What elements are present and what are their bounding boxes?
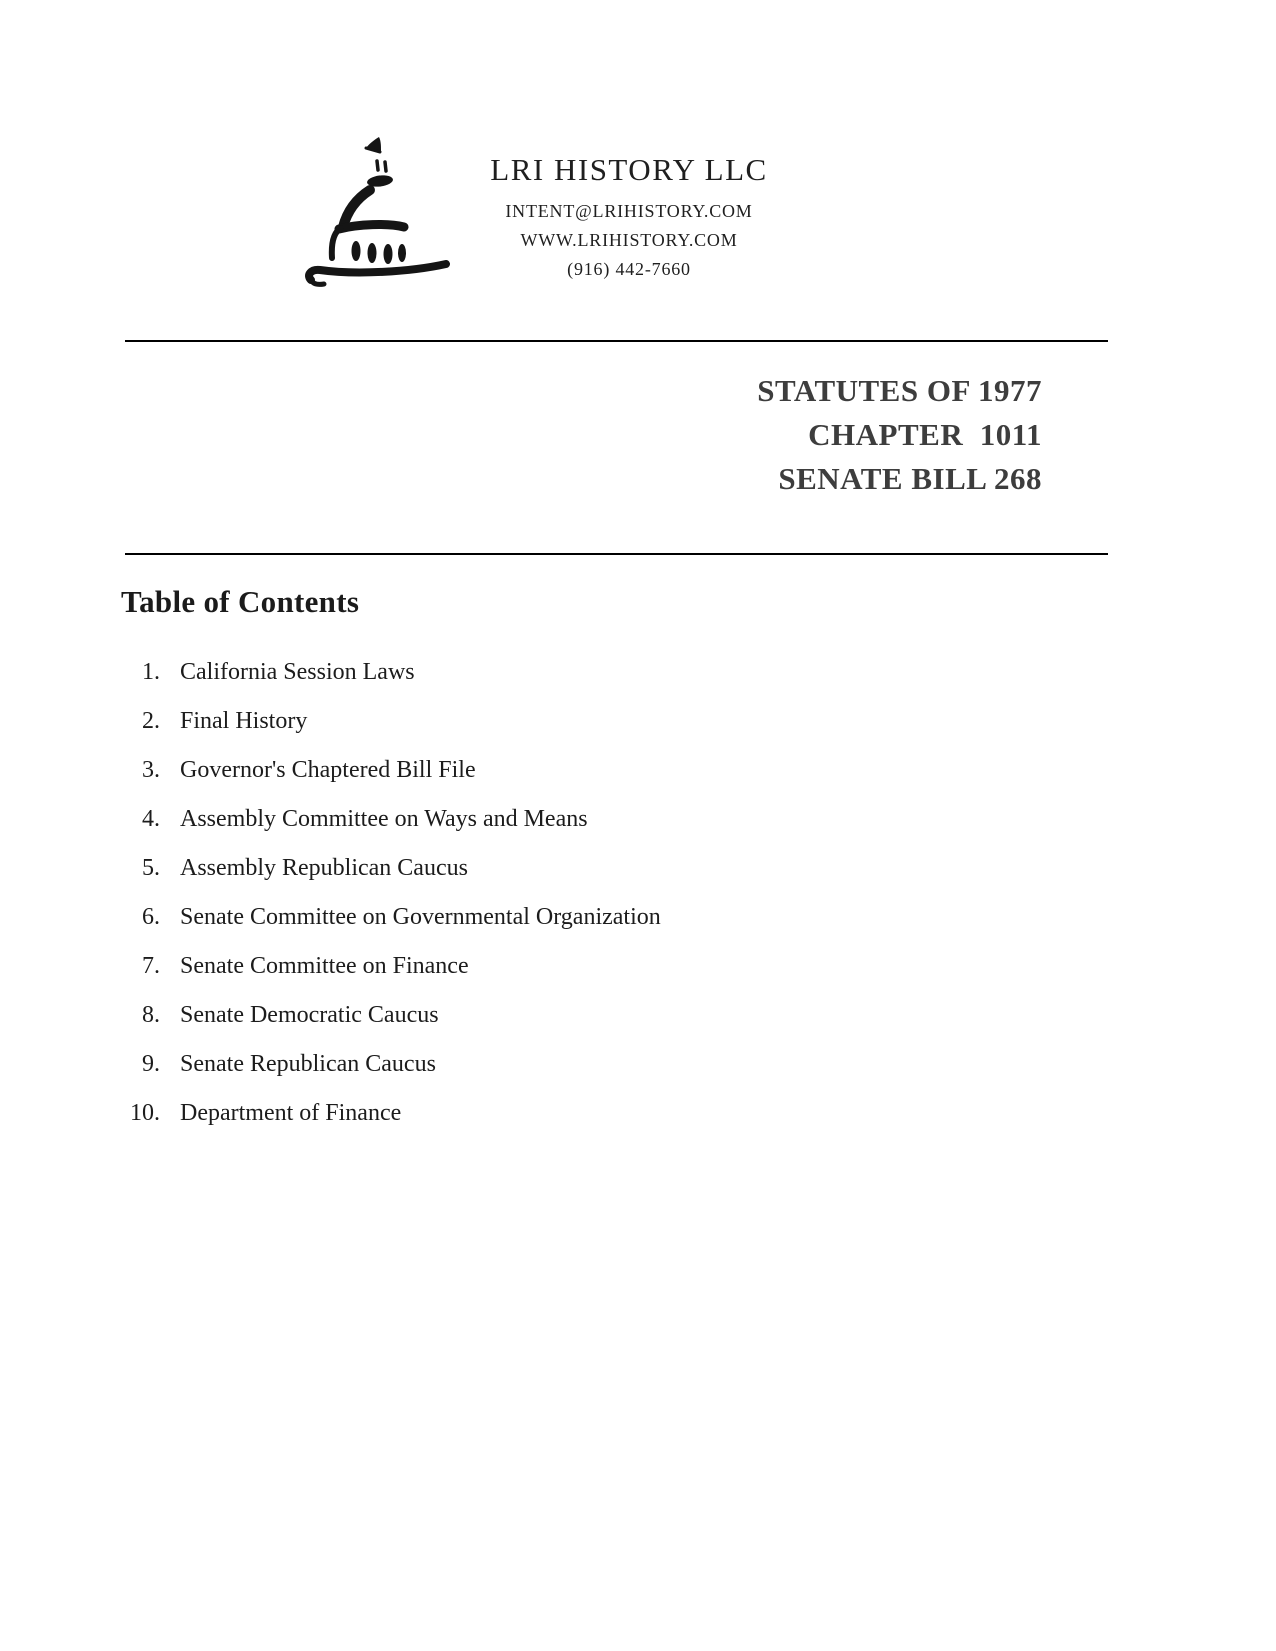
toc-item-label: Senate Democratic Caucus — [180, 1002, 439, 1028]
toc-item-label: Senate Republican Caucus — [180, 1051, 436, 1077]
company-name: LRI HISTORY LLC — [490, 152, 768, 187]
toc-item-label: California Session Laws — [180, 659, 415, 685]
toc-heading: Table of Contents — [121, 584, 360, 619]
toc-item — [0, 1089, 1150, 1138]
toc-item-label: Senate Committee on Governmental Organization — [180, 904, 661, 930]
company-website: WWW.LRIHISTORY.COM — [520, 230, 738, 250]
toc-item-number: 9. — [142, 1051, 160, 1077]
toc-item-number: 8. — [142, 1002, 160, 1028]
capitol-dome-logo-icon — [300, 128, 458, 294]
toc-item — [0, 893, 1150, 942]
toc-item-number: 1. — [142, 659, 160, 685]
toc-item — [0, 1040, 1150, 1089]
horizontal-rule-bottom — [125, 553, 1108, 555]
toc-item — [0, 942, 1150, 991]
toc-item — [0, 746, 1150, 795]
letterhead — [448, 150, 810, 284]
senate-bill-line: SENATE BILL 268 — [778, 461, 1042, 496]
horizontal-rule-top — [125, 340, 1108, 342]
toc-item — [0, 648, 1150, 697]
toc-item-number: 3. — [142, 757, 160, 783]
toc-item-number: 2. — [142, 708, 160, 734]
toc-item-label: Final History — [180, 708, 308, 734]
toc-list — [0, 648, 1150, 1138]
toc-item-label: Senate Committee on Finance — [180, 953, 469, 979]
chapter-line: CHAPTER 1011 — [808, 417, 1042, 452]
toc-item-label: Assembly Republican Caucus — [180, 855, 468, 881]
toc-item — [0, 697, 1150, 746]
toc-item-number: 7. — [142, 953, 160, 979]
toc-item — [0, 991, 1150, 1040]
toc-item-number: 10. — [130, 1100, 160, 1126]
toc-item-number: 6. — [142, 904, 160, 930]
case-identification-block — [757, 369, 1042, 501]
company-email: INTENT@LRIHISTORY.COM — [505, 201, 753, 221]
toc-item-label: Department of Finance — [180, 1100, 402, 1126]
toc-item-number: 4. — [142, 806, 160, 832]
toc-item — [0, 844, 1150, 893]
company-phone: (916) 442-7660 — [567, 259, 691, 279]
statutes-line: STATUTES OF 1977 — [757, 373, 1042, 408]
toc-item-label: Governor's Chaptered Bill File — [180, 757, 476, 783]
toc-item — [0, 795, 1150, 844]
toc-item-label: Assembly Committee on Ways and Means — [180, 806, 588, 832]
toc-item-number: 5. — [142, 855, 160, 881]
